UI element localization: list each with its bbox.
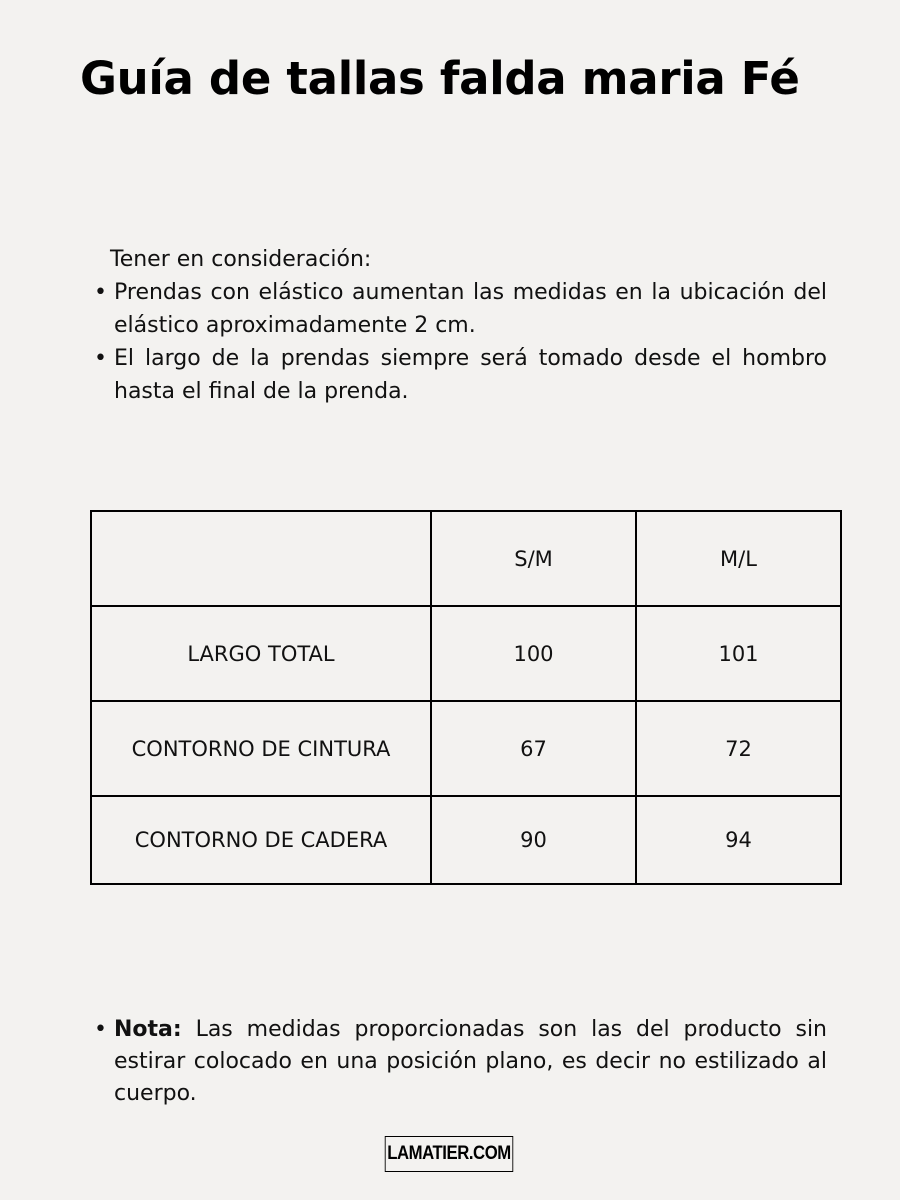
bullet-icon: •: [94, 280, 107, 305]
list-item-text: Prendas con elástico aumentan las medidas en la ubicación del elástico aproximadamente 2 cm.: [114, 280, 827, 338]
table-header-cell: M/L: [636, 511, 841, 606]
list-item: [92, 1014, 827, 1110]
list-item: [92, 276, 827, 342]
table-cell: 94: [636, 796, 841, 884]
website-badge: LAMATIER.COM: [385, 1136, 513, 1172]
list-item-text: El largo de la prendas siempre será tomado desde el hombro hasta el final de la prenda.: [114, 346, 827, 404]
note-text: Las medidas proporcionadas son las del producto sin estirar colocado en una posición plano, es decir no estilizado al cuerpo.: [114, 1017, 827, 1106]
note-label: Nota:: [114, 1017, 182, 1042]
considerations-section: [92, 243, 827, 408]
table-cell: CONTORNO DE CINTURA: [91, 701, 431, 796]
table-row: [91, 701, 841, 796]
table-cell: 101: [636, 606, 841, 701]
note-list: [92, 1014, 827, 1110]
table-header-row: [91, 511, 841, 606]
table-cell: 100: [431, 606, 636, 701]
table-cell: CONTORNO DE CADERA: [91, 796, 431, 884]
table-row: [91, 796, 841, 884]
table-header-cell: [91, 511, 431, 606]
table-row: [91, 606, 841, 701]
table-cell: LARGO TOTAL: [91, 606, 431, 701]
page-title: Guía de tallas falda maria Fé: [80, 52, 800, 105]
table-header-cell: S/M: [431, 511, 636, 606]
list-item: [92, 342, 827, 408]
note-section: [92, 1014, 827, 1110]
table-cell: 90: [431, 796, 636, 884]
bullet-icon: •: [94, 1017, 107, 1042]
bullet-icon: •: [94, 346, 107, 371]
considerations-list: [92, 276, 827, 408]
table-cell: 72: [636, 701, 841, 796]
table-cell: 67: [431, 701, 636, 796]
considerations-heading: Tener en consideración:: [110, 247, 372, 272]
size-table: [90, 510, 842, 885]
